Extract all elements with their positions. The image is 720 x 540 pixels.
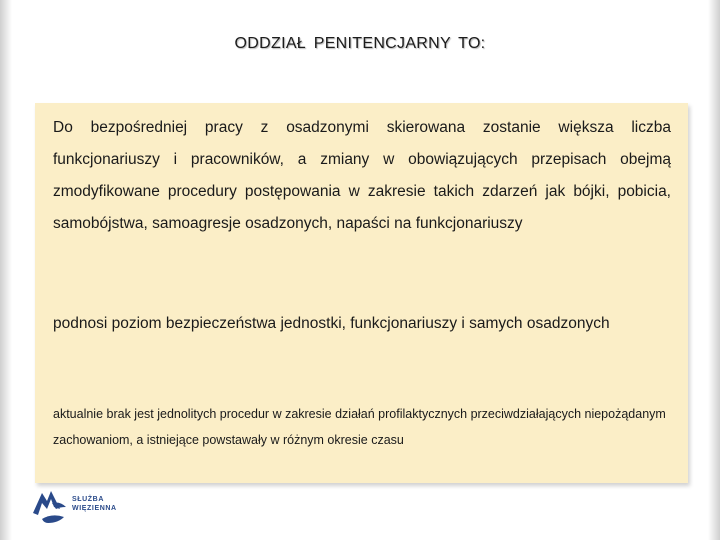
right-edge-shadow	[708, 0, 720, 540]
paragraph-staffing-procedures: Do bezpośredniej pracy z osadzonymi skierowana zostanie większa liczba funkcjonariuszy i pracowników, a zmiany w obowiązujących przepisach obejmą zmodyfikowane procedury postępowania w zakresie takich zdarzeń jak bójki, pobicia, samobójstwa, samoagresje osadzonych, napaści na funkcjonariuszy	[53, 119, 671, 232]
sluzba-wiezienna-emblem-icon	[30, 483, 70, 527]
slide-title: ODDZIAŁ PENITENCJARNY TO:	[234, 35, 486, 52]
left-edge-shadow	[0, 0, 12, 540]
logo-line-1: SŁUŻBA	[72, 496, 104, 503]
sluzba-wiezienna-logo	[30, 483, 130, 529]
paragraph-safety-level: podnosi poziom bezpieczeństwa jednostki, funkcjonariuszy i samych osadzonych	[53, 315, 610, 332]
content-card	[35, 103, 688, 483]
logo-line-2: WIĘZIENNA	[72, 505, 117, 512]
logo-text	[72, 495, 117, 513]
paragraph-current-procedures: aktualnie brak jest jednolitych procedur w zakresie działań profilaktycznych przeciwdziałających niepożądanym zachowaniom, a istniejące powstawały w różnym okresie czasu	[53, 407, 666, 447]
